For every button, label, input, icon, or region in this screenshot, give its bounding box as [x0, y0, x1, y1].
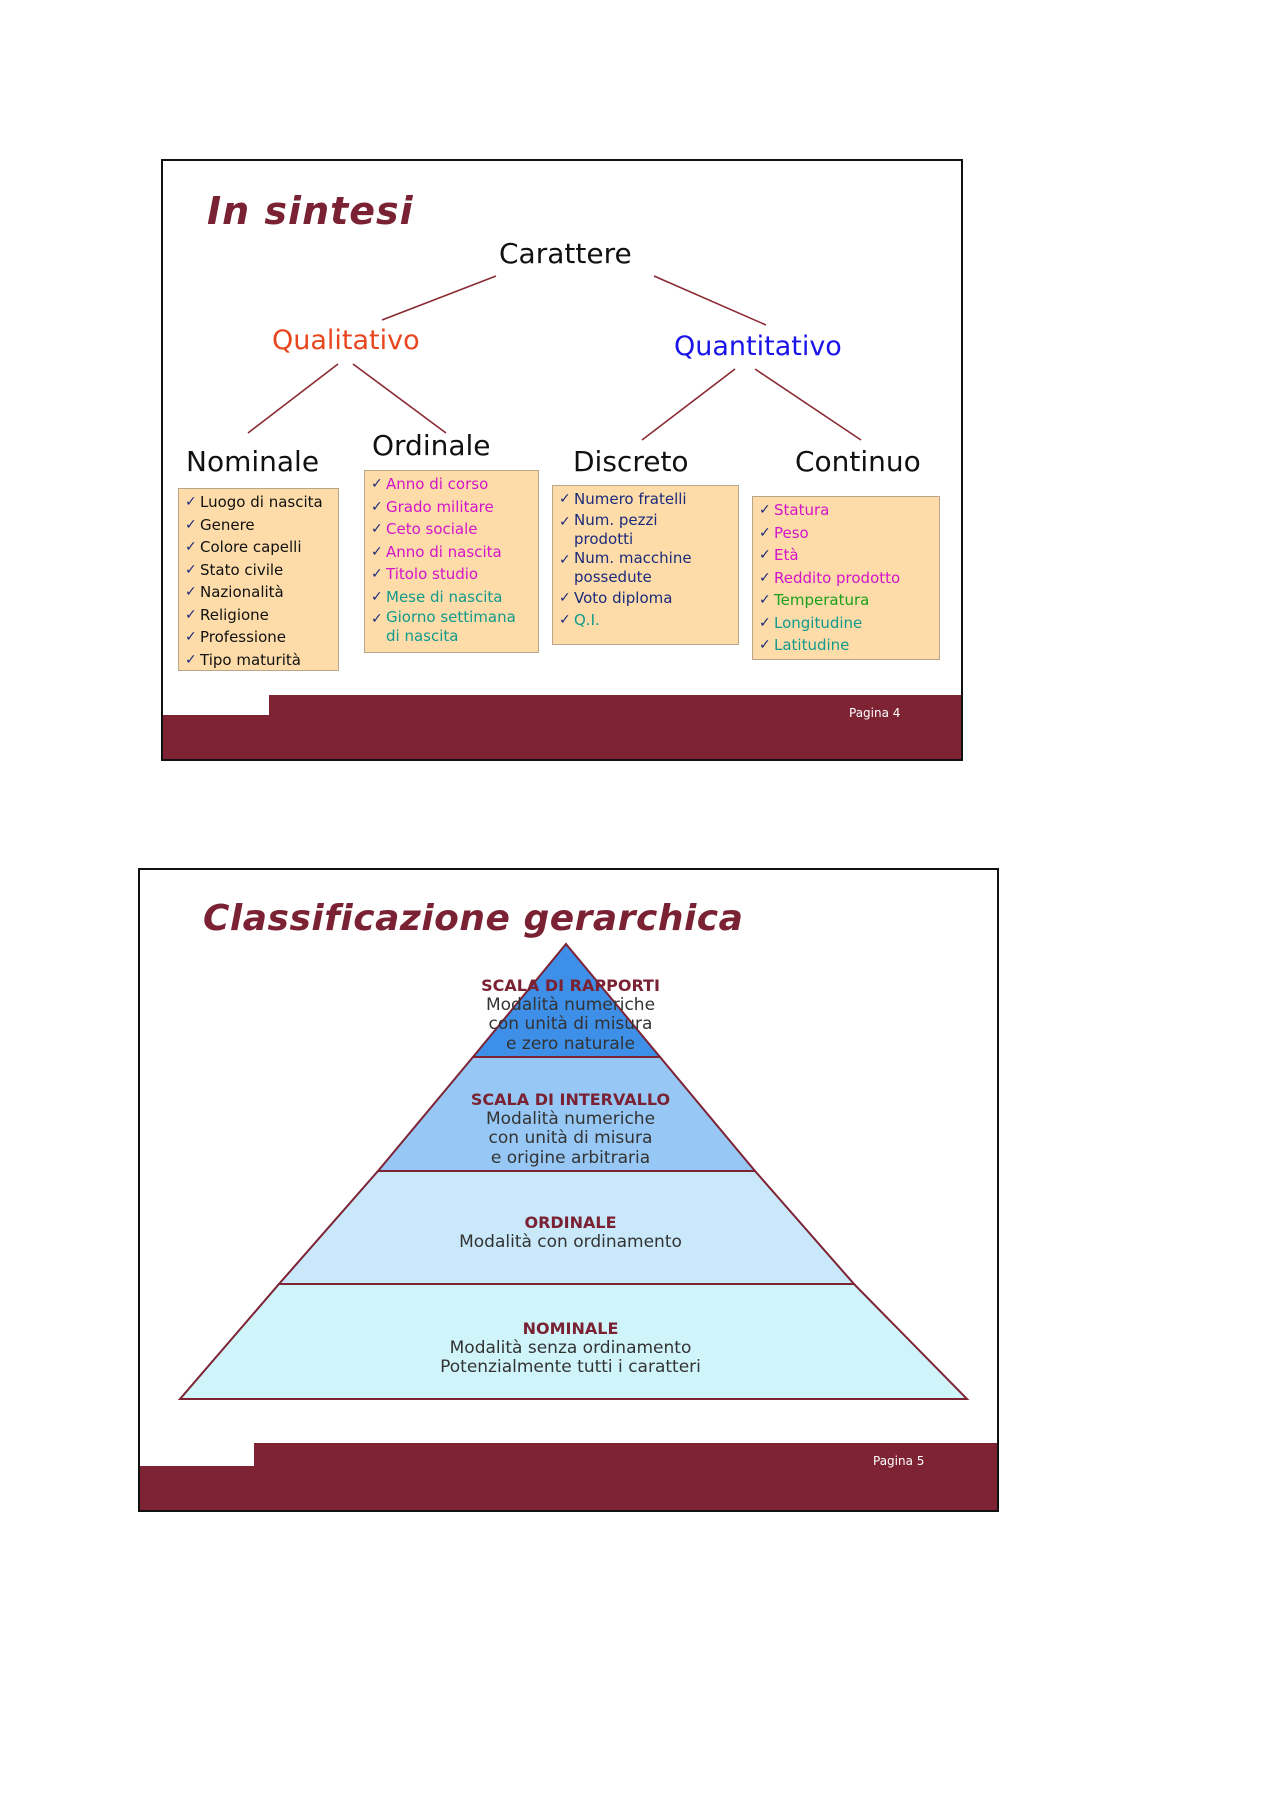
list-item: ✓ Stato civile — [185, 559, 332, 582]
line-qualitativo-nominale — [248, 364, 338, 433]
level-line: Potenzialmente tutti i caratteri — [440, 1357, 701, 1377]
level-line: e zero naturale — [506, 1033, 635, 1054]
footer-band — [269, 695, 961, 759]
list-item: ✓ Genere — [185, 514, 332, 537]
list-item: ✓ Temperatura — [759, 589, 933, 612]
list-item: ✓ Q.I. — [559, 609, 732, 632]
line-qualitativo-ordinale — [353, 364, 446, 433]
box-ordinale — [364, 470, 539, 653]
page-number: Pagina 5 — [873, 1454, 925, 1468]
level-heading: ORDINALE — [524, 1213, 617, 1232]
level-ordinale — [140, 1213, 999, 1252]
level-nominale — [140, 1319, 999, 1378]
list-item: ✓ Grado militare — [371, 496, 532, 519]
box-continuo — [752, 496, 940, 660]
list-item: ✓ Titolo studio — [371, 563, 532, 586]
list-item: ✓ Mese di nascita — [371, 586, 532, 609]
list-item: ✓ Colore capelli — [185, 536, 332, 559]
level-line: e origine arbitraria — [490, 1147, 651, 1168]
level-intervallo — [140, 1090, 999, 1168]
list-item: ✓ Anno di corso — [371, 473, 532, 496]
level-heading: NOMINALE — [522, 1319, 619, 1338]
list-item: ✓ Età — [759, 544, 933, 567]
node-discreto: Discreto — [573, 445, 689, 478]
node-continuo: Continuo — [795, 445, 921, 478]
line-carattere-qualitativo — [382, 276, 496, 320]
level-line: Modalità con ordinamento — [459, 1231, 682, 1252]
level-line: Modalità numeriche — [485, 994, 656, 1015]
line-quantitativo-continuo — [755, 369, 861, 440]
box-discreto — [552, 485, 739, 645]
level-rapporti — [140, 976, 999, 1054]
line-carattere-quantitativo — [654, 276, 766, 325]
level-line: Modalità senza ordinamento — [449, 1337, 692, 1358]
slide-classificazione-gerarchica — [138, 868, 999, 1512]
list-item: ✓ Reddito prodotto — [759, 567, 933, 590]
node-ordinale: Ordinale — [372, 429, 491, 462]
list-item: ✓ Professione — [185, 626, 332, 649]
list-item — [559, 549, 732, 587]
node-nominale: Nominale — [186, 445, 320, 478]
node-qualitativo: Qualitativo — [272, 325, 420, 356]
level-heading: SCALA DI INTERVALLO — [470, 1090, 671, 1109]
list-item — [559, 511, 732, 549]
list-item-text: ✓ Num. macchine possedute — [574, 548, 692, 586]
list-item: ✓ Latitudine — [759, 634, 933, 657]
list-item: ✓ Peso — [759, 522, 933, 545]
list-item: ✓ Tipo maturità — [185, 649, 332, 672]
list-item-text: ✓ Giorno settimana di nascita — [386, 608, 516, 645]
node-quantitativo: Quantitativo — [674, 331, 842, 362]
list-item: ✓ Numero fratelli — [559, 488, 732, 511]
level-line: con unità di misura — [488, 1128, 653, 1148]
list-item: ✓ Voto diploma — [559, 587, 732, 610]
list-item: ✓ Ceto sociale — [371, 518, 532, 541]
node-carattere: Carattere — [499, 237, 632, 270]
level-line: con unità di misura — [488, 1014, 653, 1034]
footer-band-left — [140, 1466, 254, 1510]
list-item: ✓ Religione — [185, 604, 332, 627]
list-item: ✓ Luogo di nascita — [185, 491, 332, 514]
level-heading: SCALA DI RAPPORTI — [481, 976, 660, 995]
line-quantitativo-discreto — [642, 369, 735, 440]
list-item: ✓ Longitudine — [759, 612, 933, 635]
list-item-text: ✓ Num. pezzi prodotti — [574, 510, 658, 548]
level-line: Modalità numeriche — [485, 1108, 656, 1129]
footer-band-left — [163, 715, 269, 759]
list-item — [371, 608, 532, 646]
list-item: ✓ Nazionalità — [185, 581, 332, 604]
pyramid — [140, 870, 999, 1512]
slide-title: In sintesi — [207, 189, 414, 233]
page-number: Pagina 4 — [849, 706, 901, 720]
slide-title: Classificazione gerarchica — [203, 898, 744, 939]
list-item: ✓ Statura — [759, 499, 933, 522]
list-item: ✓ Anno di nascita — [371, 541, 532, 564]
box-nominale — [178, 488, 339, 671]
slide-in-sintesi — [161, 159, 963, 761]
